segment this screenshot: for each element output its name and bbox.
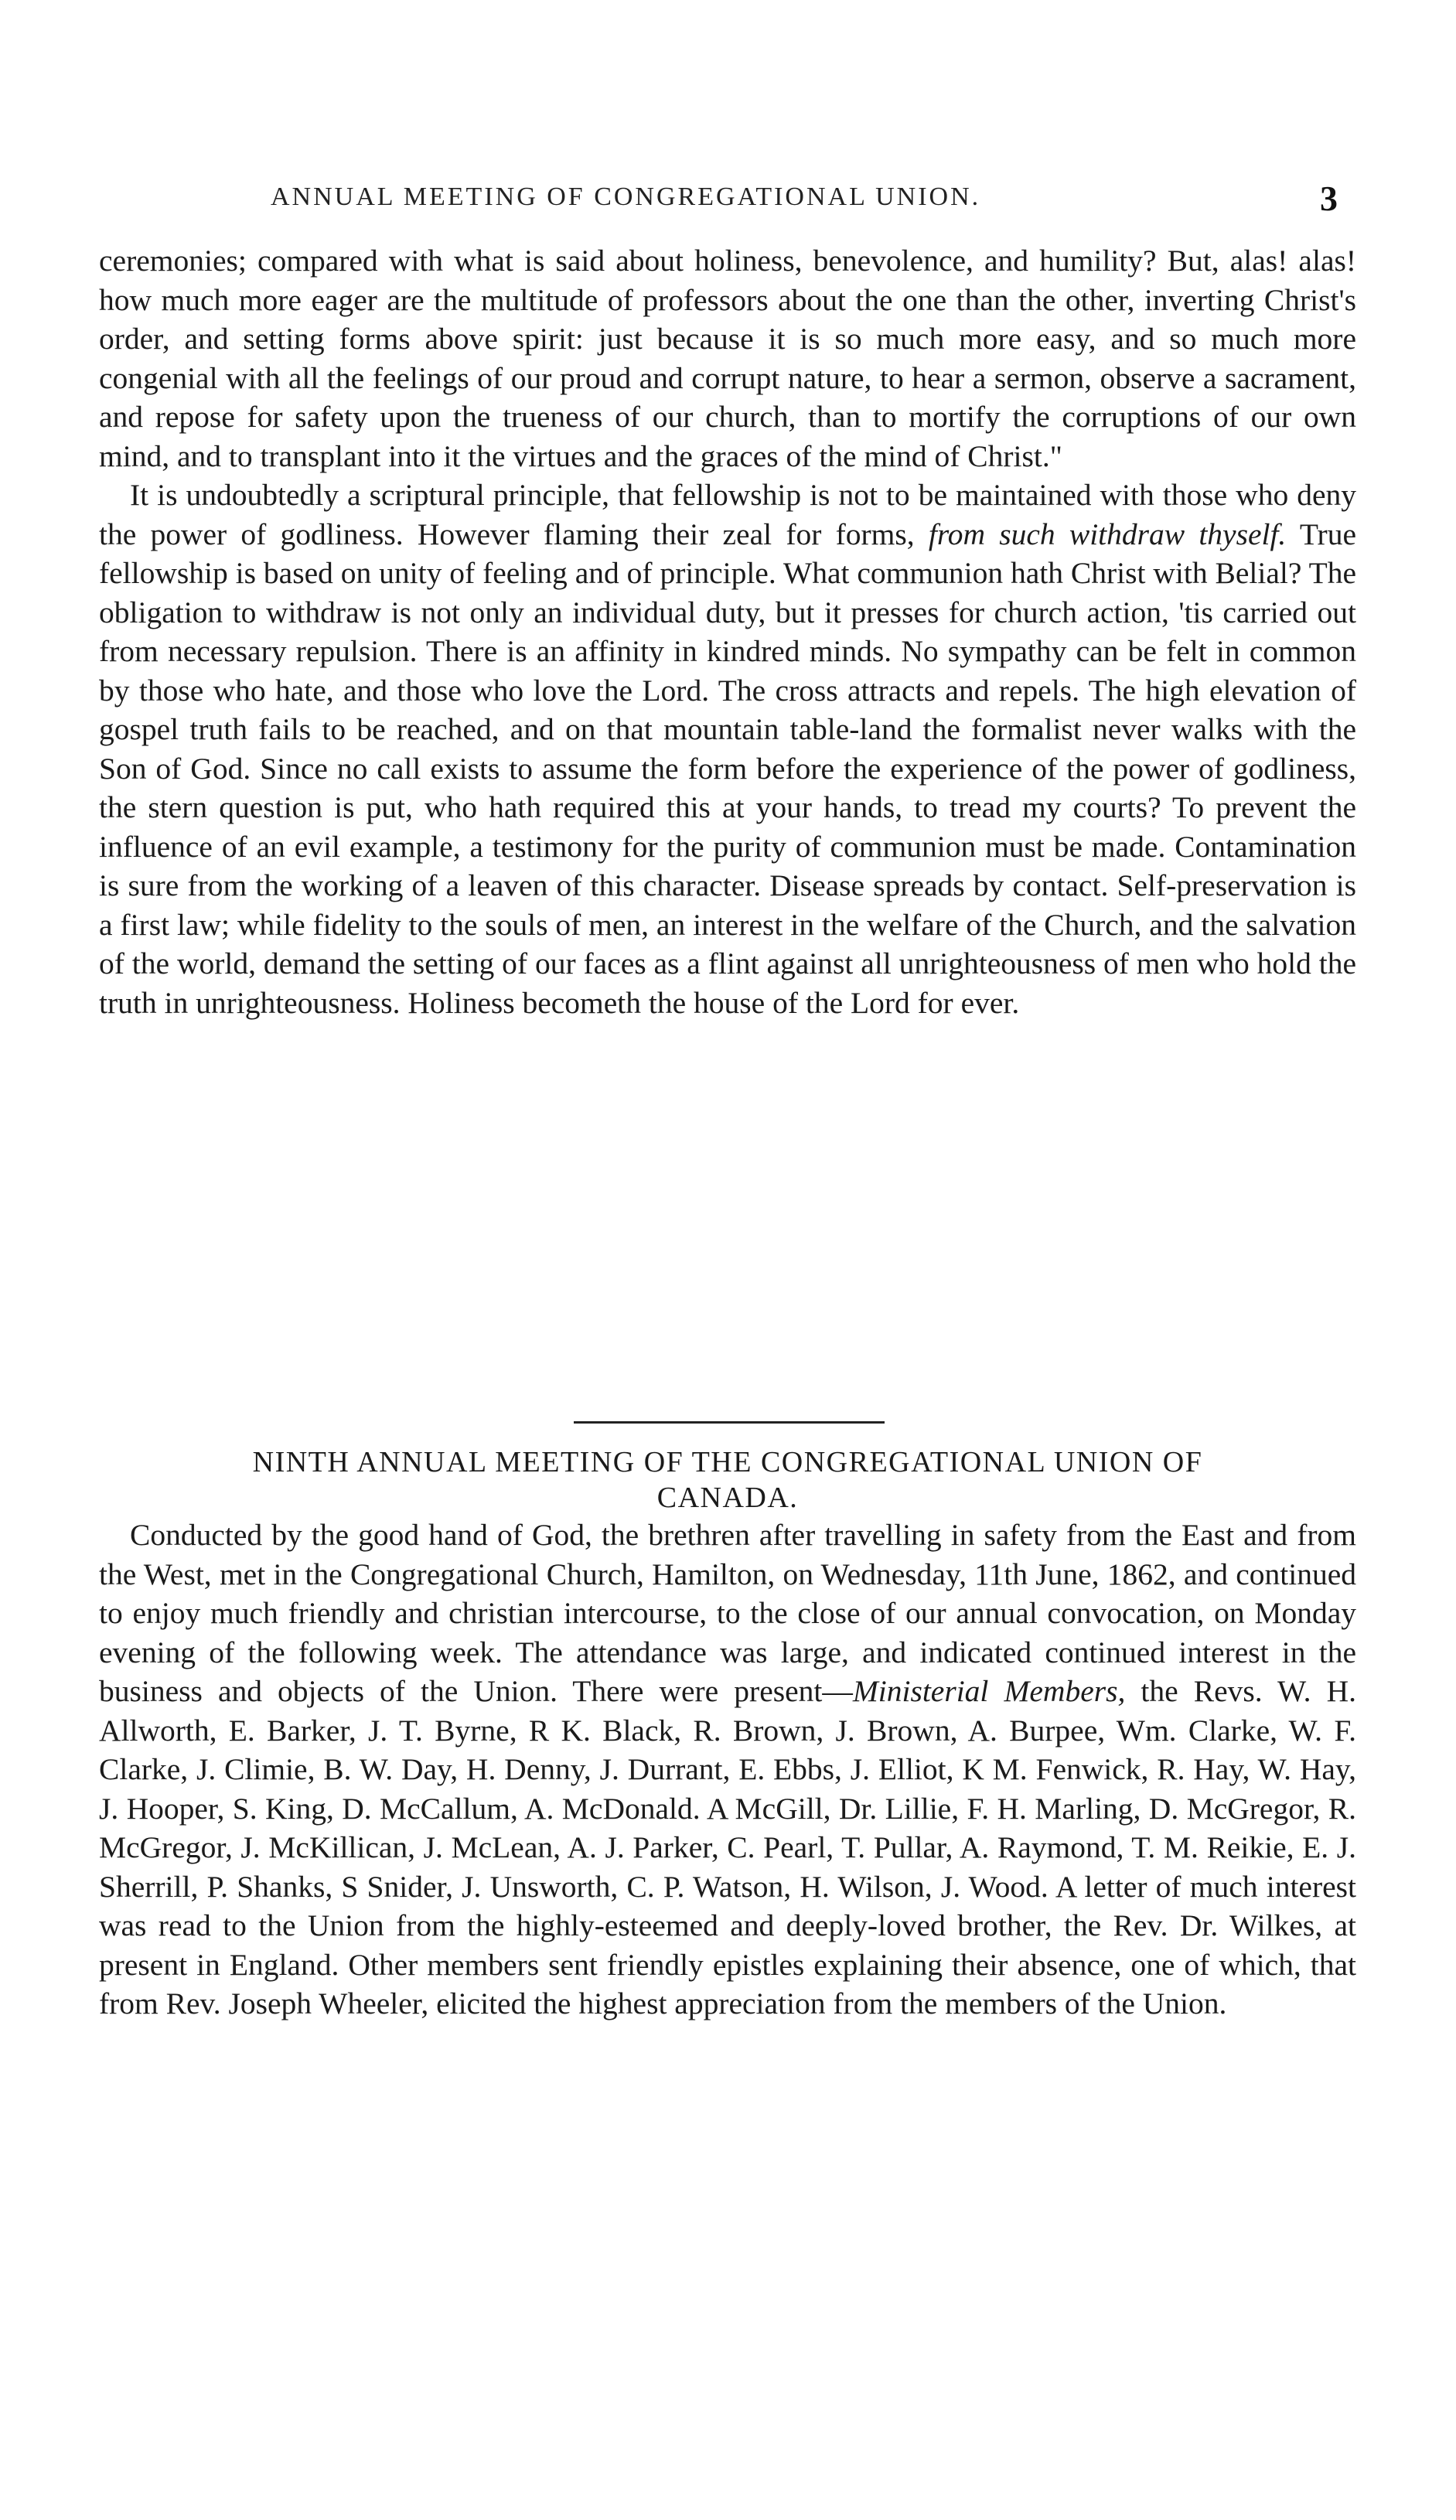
running-title: ANNUAL MEETING OF CONGREGATIONAL UNION. (271, 182, 981, 211)
paragraph-continuation: ceremonies; compared with what is said about holiness, benevolence, and humility? But, alas! alas! how much more eager are the multitude of professors about the one than the other, inverting Christ's order, and setting forms above spirit: just because it is so much more easy, and so much more congenial with all the feelings of our proud and corrupt nature, to hear a sermon, observe a sacrament, and repose for safety upon the trueness of our church, than to mortify the corruptions of our own mind, and to transplant into it the virtues and the graces of the mind of Christ." (99, 244, 1356, 473)
section-heading (99, 1444, 1356, 1516)
continued-article (99, 241, 1356, 1022)
paragraph-fellowship (99, 476, 1356, 1022)
paragraph-meeting-text-a: Conducted by the good hand of God, the brethren after travelling in safety from the East and from the West, met in the Congregational Church, Hamilton, on Wednesday, 11th June, 1862, and continued to enjoy much friendly and christian intercourse, to the close of our annual convocation, on Monday evening of the following week. The attendance was large, and indicated continued interest in the business and objects of the Union. There were present— (99, 1518, 1356, 1708)
section-heading-line1: NINTH ANNUAL MEETING OF THE CONGREGATIONAL UNION OF (252, 1446, 1203, 1478)
page-number: 3 (1320, 179, 1338, 218)
paragraph-fellowship-italic: from such withdraw thyself. (928, 517, 1287, 551)
meeting-report (99, 1516, 1356, 2024)
paragraph-fellowship-text-a: It is undoubtedly a scriptural principle, that fellowship is not to be maintained with those who deny the power of godliness. However flaming their zeal for forms, (99, 478, 1356, 551)
section-divider (574, 1421, 885, 1424)
paragraph-meeting (99, 1516, 1356, 2024)
paragraph-meeting-italic: Ministerial Members, (852, 1674, 1126, 1708)
running-head (101, 179, 1353, 221)
paragraph-fellowship-text-b: True fellowship is based on unity of feeling and of principle. What communion hath Christ with Belial? The obligation to withdraw is not only an individual duty, but it presses for church action, 'tis carried out from necessary repulsion. There is an affinity in kindred minds. No sympathy can be felt in common by those who hate, and those who love the Lord. The cross attracts and repels. The high elevation of gospel truth fails to be reached, and on that mountain table-land the formalist never walks with the Son of God. Since no call exists to assume the form before the experience of the power of godliness, the stern question is put, who hath required this at your hands, to tread my courts? To prevent the influence of an evil example, a testimony for the purity of communion must be made. Contamination is sure from the working of a leaven of this character. Disease spreads by contact. Self-preservation is a first law; while fidelity to the souls of men, an interest in the welfare of the Church, and the salvation of the world, demand the setting of our faces as a flint against all unrighteousness of men who hold the truth in unrighteousness. Holiness becometh the house of the Lord for ever. (99, 517, 1356, 1020)
paragraph-meeting-text-b: the Revs. W. H. Allworth, E. Barker, J. T. Byrne, R K. Black, R. Brown, J. Brown, A. Burpee, Wm. Clarke, W. F. Clarke, J. Climie, B. W. Day, H. Denny, J. Durrant, E. Ebbs, J. Elliot, K M. Fenwick, R. Hay, W. Hay, J. Hooper, S. King, D. McCallum, A. McDonald. A McGill, Dr. Lillie, F. H. Marling, D. McGregor, R. McGregor, J. McKillican, J. McLean, A. J. Parker, C. Pearl, T. Pullar, A. Raymond, T. M. Reikie, E. J. Sherrill, P. Shanks, S Snider, J. Unsworth, C. P. Watson, H. Wilson, J. Wood. A letter of much interest was read to the Union from the highly-esteemed and deeply-loved brother, the Rev. Dr. Wilkes, at present in England. Other members sent friendly epistles explaining their absence, one of which, that from Rev. Joseph Wheeler, elicited the highest appreciation from the members of the Union. (99, 1674, 1357, 2020)
section-heading-line2: CANADA. (656, 1482, 799, 1514)
